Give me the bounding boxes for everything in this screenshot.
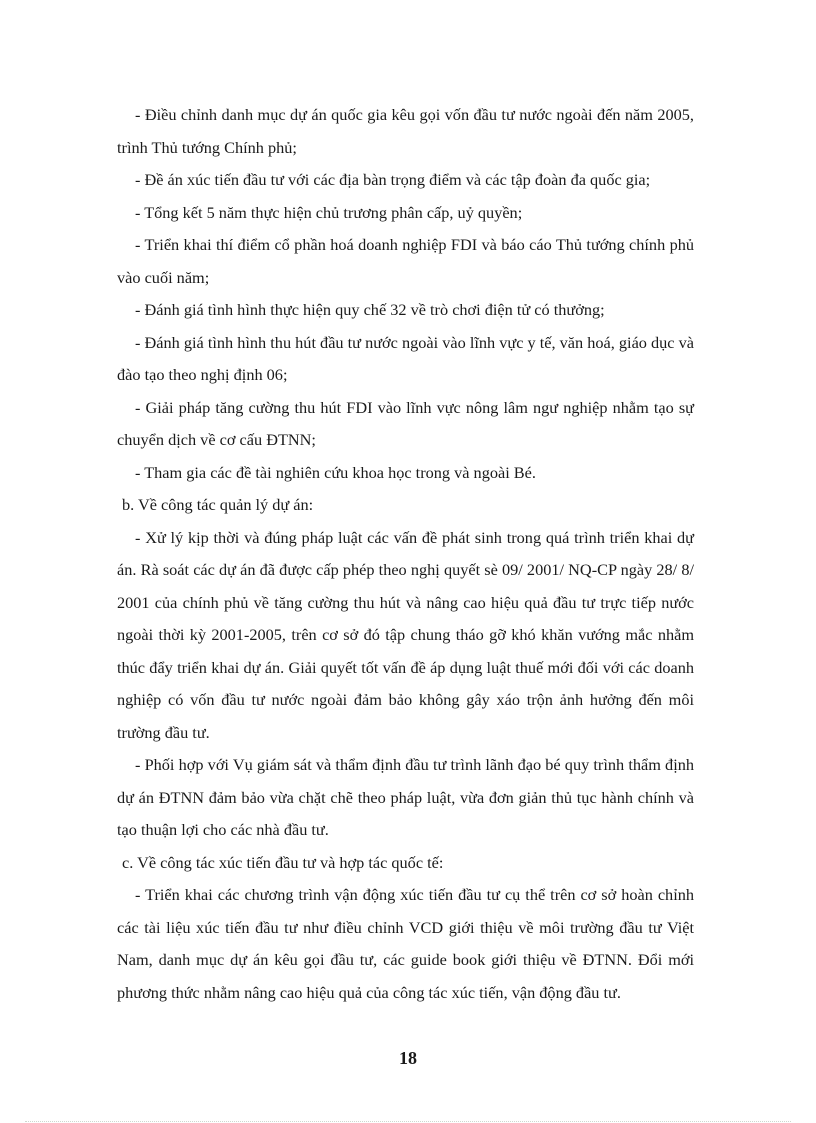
bullet-paragraph: - Đề án xúc tiến đầu tư với các địa bàn trọng điểm và các tập đoàn đa quốc gia; (135, 170, 651, 189)
section-heading-b: b. Về công tác quản lý dự án: (122, 495, 314, 514)
bullet-paragraph: - Tổng kết 5 năm thực hiện chủ trương phân cấp, uỷ quyền; (135, 202, 523, 222)
bullet-paragraph: - Đánh giá tình hình thực hiện quy chế 32 về trò chơi điện tử có thưởng; (135, 300, 605, 319)
bullet-paragraph: - Phối hợp với Vụ giám sát và thẩm định đầu tư trình lãnh đạo bé quy trình thẩm định dự án ĐTNN đảm bảo vừa chặt chẽ theo pháp luật, vừa đơn giản thủ tục hành chính và tạo thuận lợi cho các nhà đầu tư. (117, 755, 694, 839)
bullet-paragraph: - Tham gia các đề tài nghiên cứu khoa học trong và ngoài Bé. (135, 462, 536, 482)
page-number: 18 (399, 1048, 417, 1068)
bullet-paragraph: - Triển khai các chương trình vận động xúc tiến đầu tư cụ thể trên cơ sở hoàn chỉnh các tài liệu xúc tiến đầu tư như điều chỉnh VCD giới thiệu về môi trường đầu tư Việt Nam, danh mục dự án kêu gọi đầu tư, các guide book giới thiệu về ĐTNN. Đổi mới phương thức nhằm nâng cao hiệu quả của công tác xúc tiến, vận động đầu tư. (117, 885, 694, 1002)
bullet-paragraph: - Triển khai thí điểm cổ phần hoá doanh nghiệp FDI và báo cáo Thủ tướng chính phủ vào cuối năm; (117, 235, 694, 287)
section-heading-c: c. Về công tác xúc tiến đầu tư và hợp tác quốc tế: (122, 852, 444, 872)
bullet-paragraph: - Xử lý kịp thời và đúng pháp luật các vấn đề phát sinh trong quá trình triển khai dự án. Rà soát các dự án đã được cấp phép theo nghị quyết sè 09/ 2001/ NQ-CP ngày 28/ 8/ 2001 của chính phủ về tăng cường thu hút và nâng cao hiệu quả đầu tư trực tiếp nước ngoài thời kỳ 2001-2005, trên cơ sở đó tập chung tháo gỡ khó khăn vướng mắc nhằm thúc đẩy triển khai dự án. Giải quyết tốt vấn đề áp dụng luật thuế mới đối với các doanh nghiệp có vốn đầu tư nước ngoài đảm bảo không gây xáo trộn ảnh hưởng đến môi trường đầu tư. (117, 527, 694, 742)
bullet-paragraph: - Đánh giá tình hình thu hút đầu tư nước ngoài vào lĩnh vực y tế, văn hoá, giáo dục và đào tạo theo nghị định 06; (117, 332, 694, 384)
bullet-paragraph: - Điều chỉnh danh mục dự án quốc gia kêu gọi vốn đầu tư nước ngoài đến năm 2005, trình Thủ tướng Chính phủ; (117, 105, 694, 157)
bullet-paragraph: - Giải pháp tăng cường thu hút FDI vào lĩnh vực nông lâm ngư nghiệp nhằm tạo sự chuyển dịch về cơ cấu ĐTNN; (117, 397, 694, 449)
page-bottom-edge (25, 1121, 791, 1122)
page-body (117, 99, 694, 1009)
